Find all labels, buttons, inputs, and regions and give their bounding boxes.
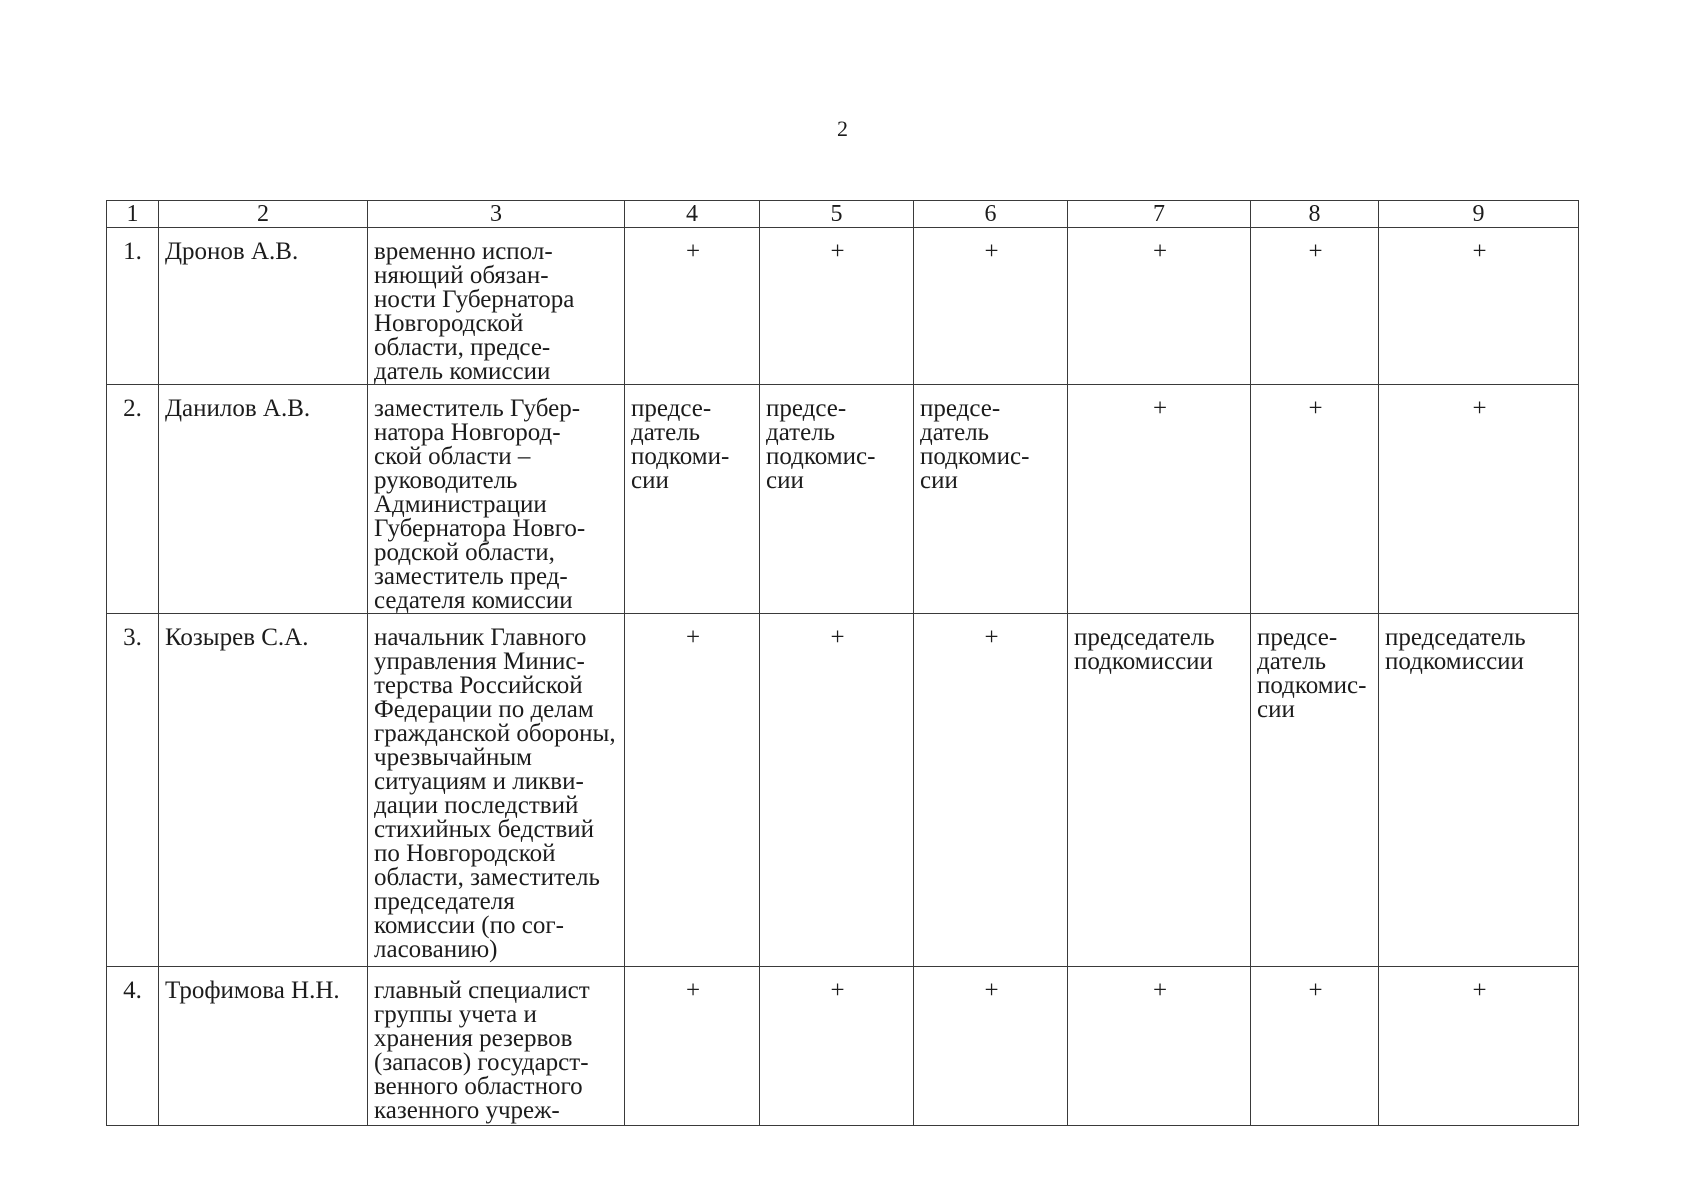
subcommission-role-cell: + bbox=[760, 614, 914, 967]
member-name-cell: Трофимова Н.Н. bbox=[159, 967, 368, 1126]
row-number-cell: 4. bbox=[107, 967, 159, 1126]
commission-table bbox=[106, 200, 1579, 1126]
header-cell: 8 bbox=[1251, 201, 1379, 228]
subcommission-role-cell: предсе- датель подкомис- сии bbox=[760, 385, 914, 614]
subcommission-role-cell: председатель подкомиссии bbox=[1379, 614, 1579, 967]
subcommission-role-cell: + bbox=[1068, 228, 1251, 385]
table-row bbox=[107, 967, 1579, 1126]
subcommission-role-cell: + bbox=[914, 614, 1068, 967]
header-cell: 4 bbox=[625, 201, 760, 228]
table-row bbox=[107, 228, 1579, 385]
row-number-cell: 3. bbox=[107, 614, 159, 967]
table-row bbox=[107, 385, 1579, 614]
subcommission-role-cell: + bbox=[1379, 228, 1579, 385]
subcommission-role-cell: + bbox=[1379, 385, 1579, 614]
page-number: 2 bbox=[837, 116, 848, 141]
header-cell: 1 bbox=[107, 201, 159, 228]
subcommission-role-cell: + bbox=[1068, 967, 1251, 1126]
table-header-row bbox=[107, 201, 1579, 228]
subcommission-role-cell: + bbox=[625, 967, 760, 1126]
subcommission-role-cell: + bbox=[760, 228, 914, 385]
subcommission-role-cell: + bbox=[760, 967, 914, 1126]
member-name-cell: Дронов А.В. bbox=[159, 228, 368, 385]
subcommission-role-cell: + bbox=[1251, 228, 1379, 385]
subcommission-role-cell: председатель подкомиссии bbox=[1068, 614, 1251, 967]
row-number-cell: 1. bbox=[107, 228, 159, 385]
table-row bbox=[107, 614, 1579, 967]
member-position-cell: временно испол- няющий обязан- ности Губернатора Новгородской области, предсе- датель комиссии bbox=[368, 228, 625, 385]
subcommission-role-cell: предсе- датель подкомис- сии bbox=[914, 385, 1068, 614]
subcommission-role-cell: + bbox=[914, 967, 1068, 1126]
member-position-cell: главный специалист группы учета и хранения резервов (запасов) государст- венного областного казенного учреж- bbox=[368, 967, 625, 1126]
subcommission-role-cell: + bbox=[1068, 385, 1251, 614]
header-cell: 7 bbox=[1068, 201, 1251, 228]
subcommission-role-cell: + bbox=[625, 228, 760, 385]
header-cell: 2 bbox=[159, 201, 368, 228]
header-cell: 3 bbox=[368, 201, 625, 228]
subcommission-role-cell: + bbox=[1251, 967, 1379, 1126]
subcommission-role-cell: предсе- датель подкомис- сии bbox=[1251, 614, 1379, 967]
member-position-cell: заместитель Губер- натора Новгород- ской области – руководитель Администрации Губернатора Новго- родской области, заместитель пред- седателя комиссии bbox=[368, 385, 625, 614]
subcommission-role-cell: + bbox=[914, 228, 1068, 385]
row-number-cell: 2. bbox=[107, 385, 159, 614]
header-cell: 5 bbox=[760, 201, 914, 228]
header-cell: 9 bbox=[1379, 201, 1579, 228]
member-name-cell: Данилов А.В. bbox=[159, 385, 368, 614]
subcommission-role-cell: + bbox=[625, 614, 760, 967]
member-name-cell: Козырев С.А. bbox=[159, 614, 368, 967]
header-cell: 6 bbox=[914, 201, 1068, 228]
subcommission-role-cell: + bbox=[1379, 967, 1579, 1126]
member-position-cell: начальник Главного управления Минис- терства Российской Федерации по делам гражданской обороны, чрезвычайным ситуациям и ликви- дации последствий стихийных бедствий по Новгородской области, заместитель председателя комиссии (по сог- ласованию) bbox=[368, 614, 625, 967]
subcommission-role-cell: + bbox=[1251, 385, 1379, 614]
subcommission-role-cell: предсе- датель подкоми- сии bbox=[625, 385, 760, 614]
